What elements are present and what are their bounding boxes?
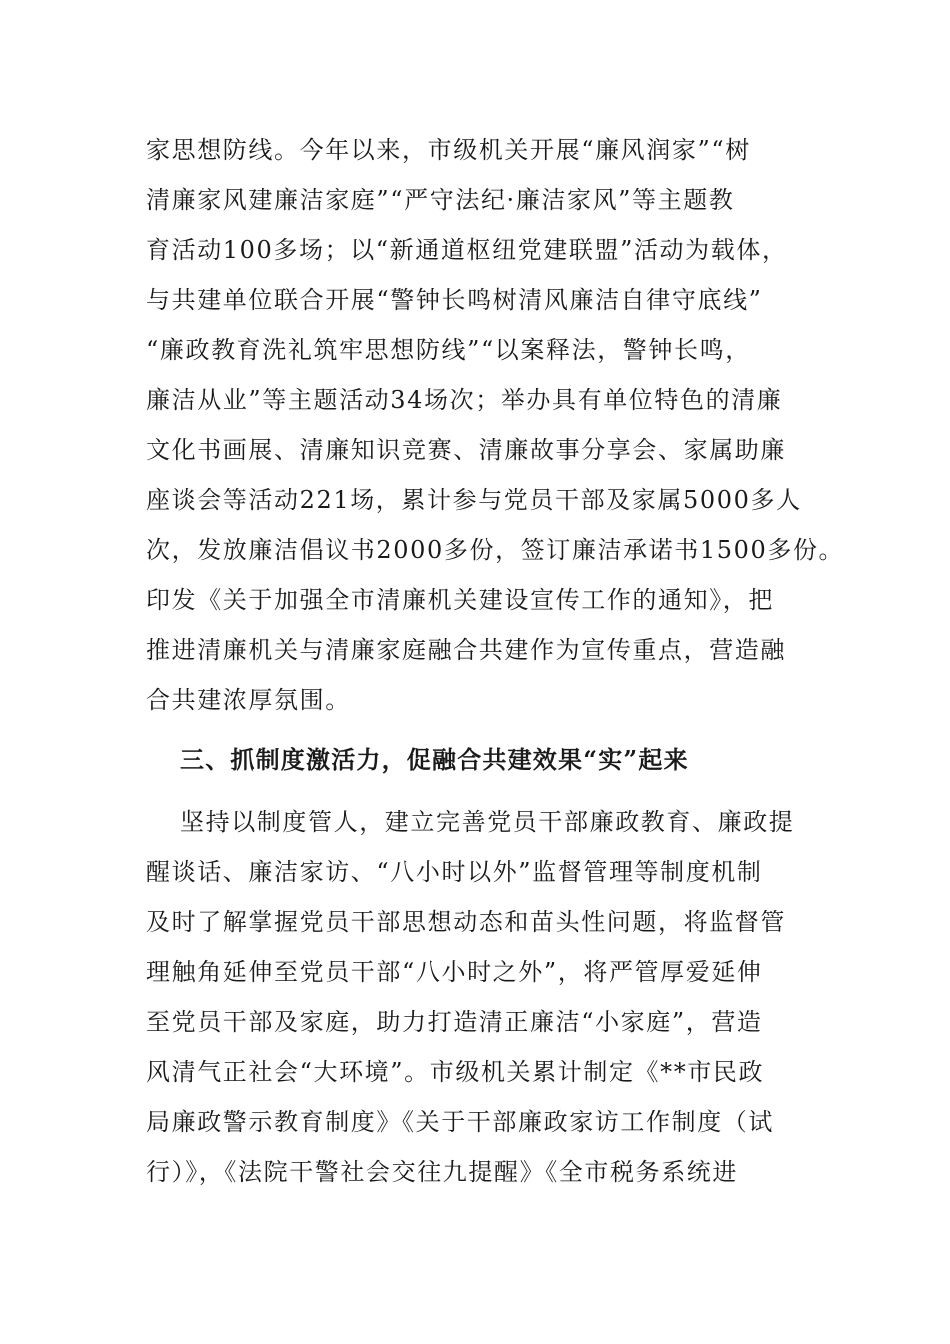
- text-line: 育活动100多场；以“新通道枢纽党建联盟”活动为载体，: [146, 236, 788, 264]
- text-line: 廉洁从业”等主题活动34场次；举办具有单位特色的清廉: [146, 386, 783, 414]
- text-line: 醒谈话、廉洁家访、“八小时以外”监督管理等制度机制: [146, 858, 763, 886]
- text-line: 局廉政警示教育制度》《关于干部廉政家访工作制度（试: [146, 1108, 774, 1136]
- text-line: 印发《关于加强全市清廉机关建设宣传工作的通知》，把: [146, 586, 774, 614]
- text-line: 文化书画展、清廉知识竞赛、清廉故事分享会、家属助廉: [146, 436, 786, 464]
- text-line: 及时了解掌握党员干部思想动态和苗头性问题，将监督管: [146, 908, 786, 936]
- text-line: 理触角延伸至党员干部“八小时之外”，将严管厚爱延伸: [146, 958, 763, 986]
- text-line: 合共建浓厚氛围。: [146, 686, 351, 714]
- text-line: 与共建单位联合开展“警钟长鸣树清风廉洁自律守底线”: [146, 286, 763, 314]
- text-line: 座谈会等活动221场，累计参与党员干部及家属5000多人: [146, 486, 802, 514]
- text-line: 行）》，《法院干警社会交往九提醒》《全市税务系统进: [146, 1158, 738, 1186]
- text-line: 推进清廉机关与清廉家庭融合共建作为宣传重点，营造融: [146, 636, 786, 664]
- text-line: 次，发放廉洁倡议书2000多份，签订廉洁承诺书1500多份。: [146, 536, 845, 564]
- text-line: 坚持以制度管人，建立完善党员干部廉政教育、廉政提: [180, 808, 795, 836]
- text-line: 清廉家风建廉洁家庭”“严守法纪·廉洁家风”等主题教: [146, 186, 735, 214]
- section-heading: 三、抓制度激活力，促融合共建效果“实”起来: [180, 745, 689, 774]
- text-line: “廉政教育洗礼筑牢思想防线”“以案释法，警钟长鸣，: [146, 336, 751, 364]
- text-line: 风清气正社会“大环境”。市级机关累计制定《**市民政: [146, 1058, 765, 1086]
- text-line: 至党员干部及家庭，助力打造清正廉洁“小家庭”，营造: [146, 1008, 763, 1036]
- text-line: 家思想防线。今年以来，市级机关开展“廉风润家”“树: [146, 136, 751, 164]
